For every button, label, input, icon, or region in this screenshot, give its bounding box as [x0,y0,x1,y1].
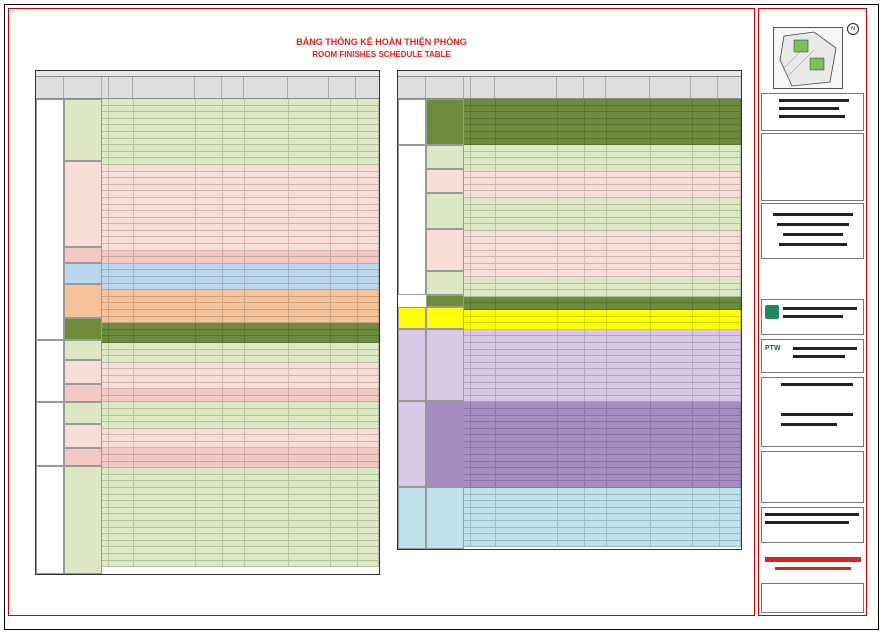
table-row [464,468,741,475]
table-row [102,541,379,548]
table-row [102,231,379,238]
table-row [464,376,741,383]
table-row [102,416,379,423]
table-row [464,422,741,429]
table-row [464,396,741,403]
table-row [102,369,379,376]
table-row [464,409,741,416]
table-row [102,455,379,462]
level-group [36,402,64,466]
table-row [102,224,379,231]
table-row [102,528,379,535]
level-group [36,466,64,574]
designer-logo-icon: PTW [765,345,781,352]
table-row [464,488,741,495]
table-row [102,330,379,337]
zone-group [426,229,464,271]
table-row [102,284,379,291]
table-row [464,343,741,350]
table-row [464,448,741,455]
table-row [464,257,741,264]
table-rows-left [102,99,379,574]
table-row [102,383,379,390]
table-row [102,277,379,284]
table-row [464,224,741,231]
zone-group [426,169,464,193]
table-row [464,264,741,271]
approval-box [761,377,864,447]
zone-group [64,99,102,161]
table-row [102,488,379,495]
table-row [464,251,741,258]
table-row [464,165,741,172]
table-row [102,448,379,455]
table-row [102,343,379,350]
table-row [464,198,741,205]
table-row [102,508,379,515]
table-row [102,191,379,198]
table-row [464,363,741,370]
zone-group [64,448,102,466]
table-row [102,376,379,383]
table-row [102,251,379,258]
table-row [102,145,379,152]
table-column-headers [398,77,741,99]
table-row [102,495,379,502]
table-row [464,112,741,119]
table-row [464,514,741,521]
table-row [464,356,741,363]
table-row [464,290,741,297]
table-row [464,172,741,179]
table-row [464,475,741,482]
table-row [102,172,379,179]
table-row [102,422,379,429]
table-row [102,112,379,119]
table-rows-right [464,99,741,549]
table-row [102,547,379,554]
table-row [102,356,379,363]
zone-group [426,487,464,549]
drawing-title-bar [765,557,861,562]
table-row [464,541,741,548]
zone-group [64,340,102,360]
table-row [464,429,741,436]
zone-group [426,307,464,329]
table-row [102,237,379,244]
table-row [464,455,741,462]
table-row [102,119,379,126]
zone-group [426,193,464,229]
table-row [464,495,741,502]
zone-group [64,466,102,574]
table-row [102,501,379,508]
table-row [102,211,379,218]
table-row [464,191,741,198]
table-row [102,323,379,330]
site-plan-icon [774,28,844,90]
table-row [102,244,379,251]
table-row [464,303,741,310]
table-row [102,257,379,264]
table-row [102,264,379,271]
table-row [102,205,379,212]
table-row [464,125,741,132]
table-row [102,435,379,442]
zone-group [426,401,464,487]
table-row [464,383,741,390]
revision-table [761,133,864,201]
table-column-headers [36,77,379,99]
table-row [102,350,379,357]
drawing-subtitle-bar [775,567,851,570]
table-row [464,369,741,376]
table-row [102,198,379,205]
zone-group [64,318,102,340]
table-row [464,508,741,515]
table-row [102,139,379,146]
table-row [464,284,741,291]
zone-group [426,99,464,145]
table-row [102,396,379,403]
table-row [102,178,379,185]
table-row [464,231,741,238]
table-row [464,534,741,541]
table-row [464,139,741,146]
north-arrow-icon: N [847,23,859,35]
level-group [398,145,426,295]
table-row [102,310,379,317]
table-row [464,270,741,277]
table-row [464,106,741,113]
table-row [464,119,741,126]
zone-group [64,360,102,384]
level-group [398,487,426,549]
table-row [464,99,741,106]
table-row [464,462,741,469]
zone-group [426,329,464,401]
table-row [102,468,379,475]
table-row [102,514,379,521]
table-row [464,528,741,535]
zone-group [64,424,102,448]
table-row [464,416,741,423]
table-row [102,165,379,172]
schedule-title-en: ROOM FINISHES SCHEDULE TABLE [312,50,451,59]
table-row [102,132,379,139]
table-row [102,554,379,561]
table-row [464,323,741,330]
company-logo-icon [765,305,779,319]
table-row [464,330,741,337]
level-group [398,99,426,145]
zone-group [64,263,102,284]
table-row [102,152,379,159]
level-group [398,329,426,401]
zone-group [64,384,102,402]
table-row [464,402,741,409]
level-group [36,99,64,340]
title-block [758,8,867,616]
zone-group [426,145,464,169]
sheet-number-box [761,583,864,613]
table-row [102,481,379,488]
table-row [464,158,741,165]
table-row [464,442,741,449]
table-row [464,211,741,218]
table-row [464,521,741,528]
schedule-table-left [35,70,380,575]
level-group [36,340,64,402]
table-row [464,178,741,185]
table-row [464,237,741,244]
zone-group [426,295,464,307]
table-row [102,290,379,297]
table-row [464,310,741,317]
table-row [102,429,379,436]
table-row [464,501,741,508]
table-row [464,132,741,139]
table-row [102,303,379,310]
table-row [102,475,379,482]
table-row [102,521,379,528]
table-row [464,350,741,357]
zone-group [426,271,464,295]
table-row [102,297,379,304]
table-row [102,270,379,277]
table-row [102,158,379,165]
table-row [464,336,741,343]
table-row [464,481,741,488]
schedule-table-right [397,70,742,550]
table-row [464,152,741,159]
signature-box [761,451,864,503]
zone-group [64,247,102,263]
level-group [398,401,426,487]
table-row [102,442,379,449]
table-row [102,106,379,113]
table-row [102,462,379,469]
table-row [464,435,741,442]
zone-group [64,402,102,424]
zone-group [64,284,102,318]
site-plan-thumbnail [773,27,843,89]
table-row [102,317,379,324]
table-row [464,185,741,192]
table-row [102,402,379,409]
table-row [102,185,379,192]
table-row [102,218,379,225]
table-row [464,317,741,324]
table-row [464,145,741,152]
table-row [464,297,741,304]
zone-group [64,161,102,247]
table-row [464,218,741,225]
table-row [102,561,379,568]
schedule-title-vi: BẢNG THỐNG KÊ HOÀN THIỆN PHÒNG [296,37,467,47]
table-row [464,277,741,284]
project-info [761,203,864,259]
table-row [102,389,379,396]
table-row [102,534,379,541]
table-row [102,409,379,416]
table-row [464,244,741,251]
table-row [464,205,741,212]
table-row [102,363,379,370]
level-group [398,307,426,329]
table-row [102,336,379,343]
table-row [464,389,741,396]
table-row [102,125,379,132]
table-row [102,99,379,106]
